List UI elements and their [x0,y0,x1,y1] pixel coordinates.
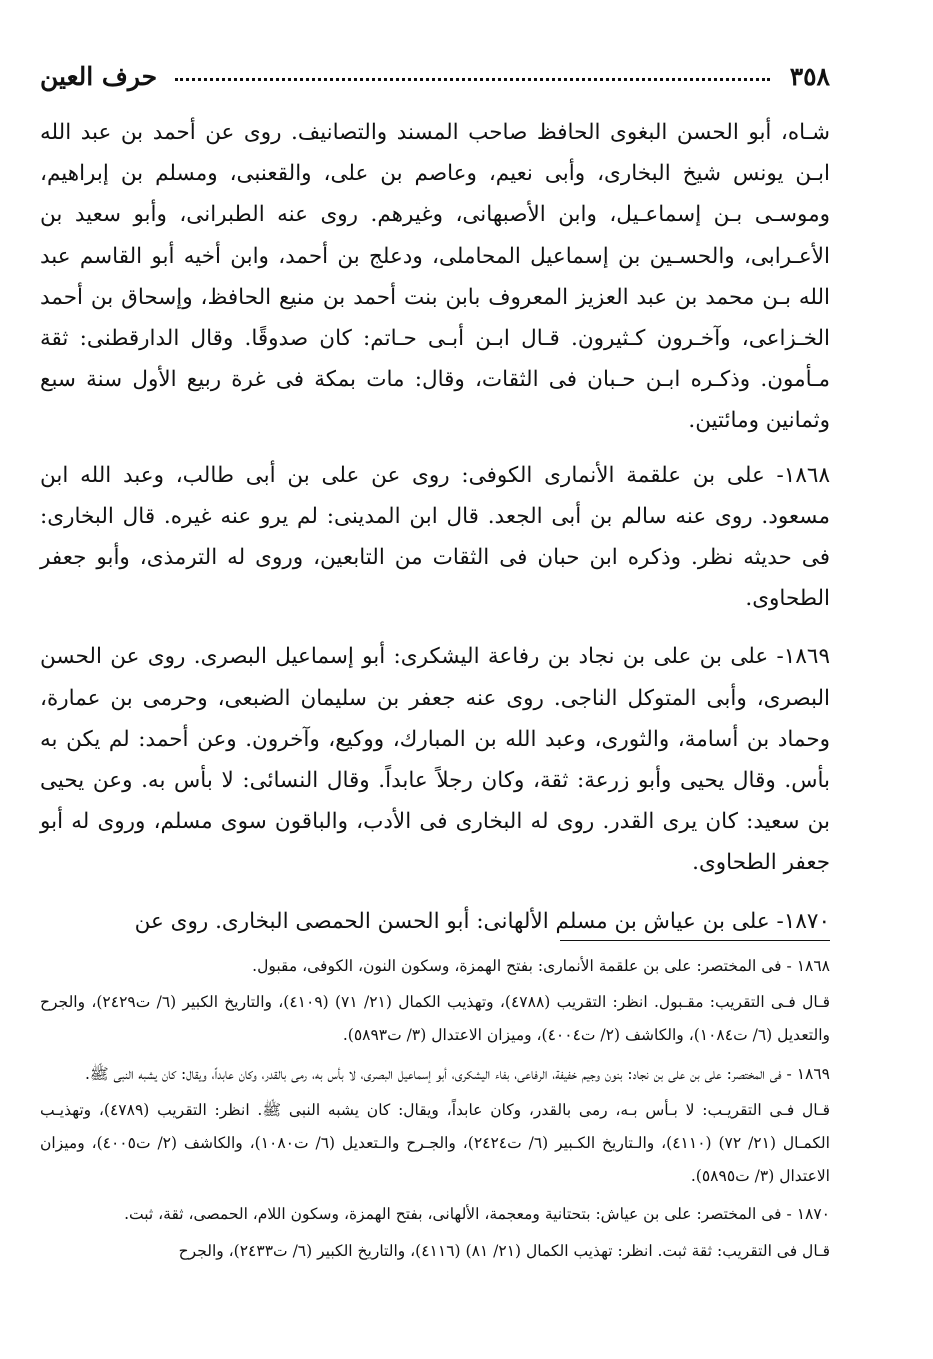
footnotes [40,950,830,1273]
main-text [40,112,830,959]
footnote-line: قـال فـى التقريب: مقـبول. انظر: التقريب (٤٧٨٨)، وتهذيب الكمال (٢١/ ٧١) (٤١٠٩)، والتاريخ الكبير (٦/ ت٢٤٢٩)، والجرح والتعديل (٦/ ت١٠٨٤)، والكاشف (٢/ ت٤٠٠٤)، وميزان الاعتدال (٣/ ت٥٨٩٣). [40,993,831,1045]
page-number: ٣٥٨ [789,61,830,91]
footnote-line: قـال فـى التقريـب: لا بـأس بـه، رمى بالقدر، وكان عابداً، ويقال: كان يشبه النبى ﷺ. انظر: التقريب (٤٧٨٩)، وتهذيـب الكمـال (٢١/ ٧٢) (٤١١٠)، والـتاريخ الكـبير (٦/ ت٢٤٢٤)، والجـرح والـتعديل (٦/ ت١٠٨٠)، والكاشف (٢/ ت٤٠٠٥)، وميزان الاعتدال (٣/ ت٥٨٩٥). [40,1100,830,1186]
footnote-1868 [40,950,830,1053]
entry-1869: ١٨٦٩- على بن على بن نجاد بن رفاعة اليشكرى: أبو إسماعيل البصرى. روى عن الحسن البصرى، وأبى المتوكل الناجى. روى عنه جعفر بن سليمان الضبعى، وحرمى بن عمارة، وحماد بن أسامة، والثورى، وعبد الله بن المبارك، ووكيع، وآخرون. وعن أحمد: لم يكن به بأس. وقال يحيى وأبو زرعة: ثقة، وكان رجلاً عابداً. وقال النسائى: لا بأس به. وعن يحيى بن سعيد: كان يرى القدر. روى له البخارى فى الأدب، والباقون سوى مسلم، وروى له أبو جعفر الطحاوى. [40,644,830,876]
footnote-line: قـال فى التقريب: ثقة ثبت. انظر: تهذيب الكمال (٢١/ ٨١) (٤١١٦)، والتاريخ الكبير (٦/ ت٢٤٣٣)، والجرح [178,1241,830,1260]
entry-1868: ١٨٦٨- على بن علقمة الأنمارى الكوفى: روى عن على بن أبى طالب، وعبد الله ابن مسعود. روى عنه سالم بن أبى الجعد. قال ابن المدينى: لم يرو عنه غيره. قال البخارى: فى حديثه نظر. وذكره ابن حبان فى الثقات من التابعين، وروى له الترمذى، وأبو جعفر الطحاوى. [40,462,830,612]
entry-1870: ١٨٧٠- على بن عياش بن مسلم الألهانى: أبو الحسن الحمصى البخارى. روى عن [134,908,830,934]
header-dot-leader [175,78,770,81]
footnote-separator [560,940,830,941]
footnote-line: ١٨٦٨ - فى المختصر: على بن علقمة الأنمارى: بفتح الهمزة، وسكون النون، الكوفى، مقبول. [252,957,830,975]
paragraph-continuation: شـاه، أبو الحسن البغوى الحافظ صاحب المسند والتصانيف. روى عن أحمد بن عبد الله ابـن يونس شيخ البخارى، وأبى نعيم، وعاصم بن على، والقعنبى، ومسلم بن إبراهيم، وموسـى بـن إسماعـيل، وابن الأصبهانى، وغيرهم. روى عنه الطبرانى، وأبو سعيد بن الأعـرابى، والحسـين بن إسماعيل المحاملى، ودعلج بن أحمد، وابن أخيه أبو القاسم عبد الله بـن محمد بن عبد العزيز المعروف بابن بنت أحمد بن منيع الحافظ، وإسحاق بن أحمد الخـزاعى، وآخـرون كـثيرون. قـال ابـن أبـى حـاتم: كان صدوقًا. وقال الدارقطنى: ثقة مـأمون. وذكـره ابـن حـبان فى الثقات، وقال: مات بمكة فى غرة ربيع الأول سنة سبع وثمانين ومائتين. [40,120,830,434]
section-title: حرف العين [40,61,158,91]
footnote-1869 [40,1058,830,1194]
book-page [40,0,830,1359]
page-header [40,56,830,96]
footnote-line: ١٨٦٩ - فى المختصر: على بن على بن نجاد: بنون وجيم خفيفة، الرفاعى، بفاء اليشكرى، أبو إسماعيل البصرى، لا بأس به، رمى بالقدر، وكان عابداً، ويقال: كان يشبه النبى ﷺ. [84,1064,830,1083]
footnote-line: ١٨٧٠ - فى المختصر: على بن عياش: بتحتانية ومعجمة، الألهانى، بفتح الهمزة، وسكون اللام، الحمصى، ثقة، ثبت. [124,1205,830,1224]
footnote-1870 [40,1198,830,1267]
